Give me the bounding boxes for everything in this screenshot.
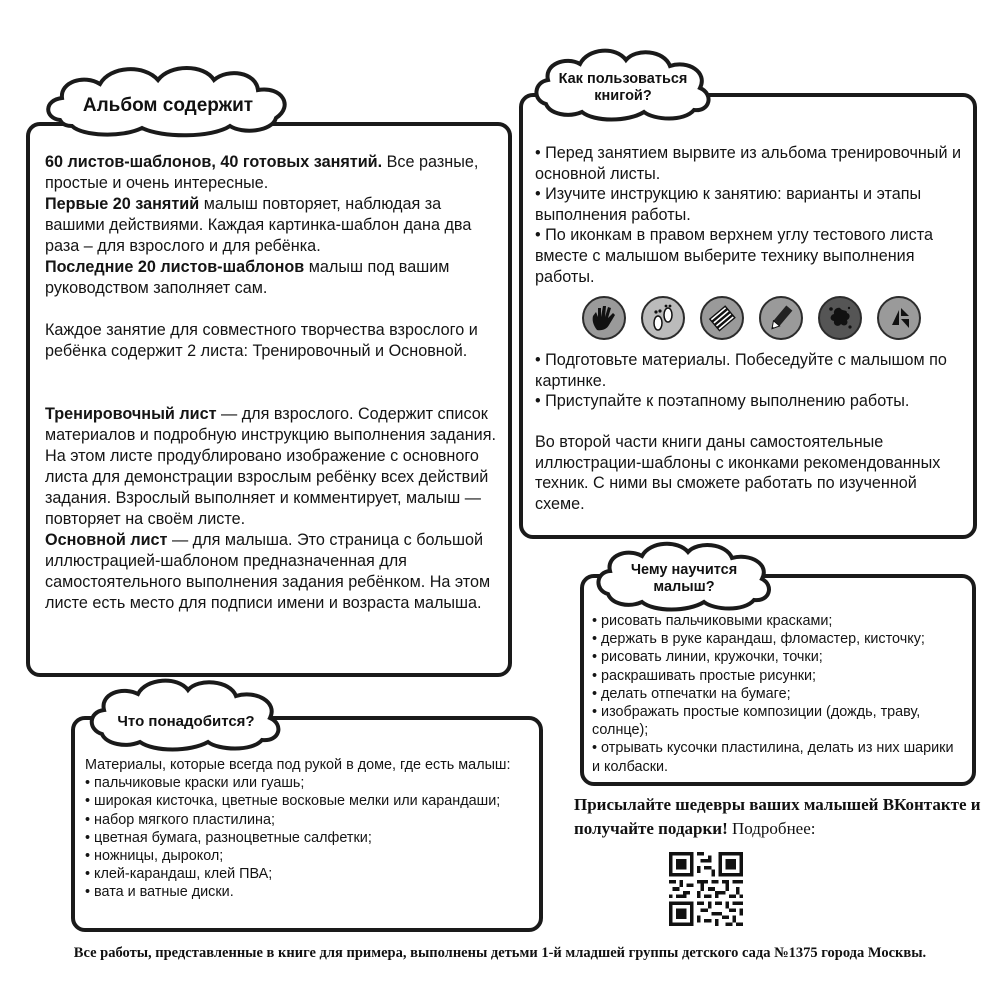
album-paragraph: Последние 20 листов-шаблонов малыш под вашим руководством заполняет сам. (45, 258, 450, 297)
how-heading: Как пользоваться книгой? (558, 71, 688, 104)
footprint-icon (641, 296, 685, 340)
skill-item: • держать в руке карандаш, фломастер, кисточку; (592, 631, 925, 648)
skill-item: • раскрашивать простые рисунки; (592, 667, 817, 684)
material-item: • пальчиковые краски или гуашь; (85, 775, 305, 792)
album-heading-cloud (42, 62, 294, 138)
how-outro: Во второй части книги даны самостоятельные иллюстрации-шаблоны с иконками рекомендованных техник. С ними вы сможете работать по изученной схеме. (535, 432, 941, 513)
album-paragraph: Каждое занятие для совместного творчества взрослого и ребёнка содержит 2 листа: Тренировочный и Основной. (45, 321, 478, 360)
technique-icons (582, 296, 963, 340)
pencil-icon (759, 296, 803, 340)
hand-icon (582, 296, 626, 340)
footer-note: Все работы, представленные в книге для примера, выполнены детьми 1-й младшей группы детского сада №1375 города Москвы. (73, 945, 927, 961)
skill-item: • отрывать кусочки пластилина, делать из них шарики и колбаски. (592, 740, 954, 775)
album-paragraph: 60 листов-шаблонов, 40 готовых занятий. Все разные, простые и очень интересные. (45, 153, 479, 192)
how-item: • Изучите инструкцию к занятию: варианты и этапы выполнения работы. (535, 185, 922, 224)
skill-item: • делать отпечатки на бумаге; (592, 685, 791, 702)
promo-text: Присылайте шедевры ваших малышей ВКонтакте и получайте подарки! Подробнее: (574, 795, 981, 838)
album-paragraph: Первые 20 занятий малыш повторяет, наблюдая за вашими действиями. Каждая картинка-шаблон дана два раза – для взрослого и для ребёнка. (45, 195, 472, 255)
skill-item: • рисовать линии, кружочки, точки; (592, 649, 823, 666)
materials-heading-cloud (86, 676, 286, 752)
album-contents-box (26, 122, 512, 677)
album-heading: Альбом содержит (82, 95, 254, 117)
skill-item: • изображать простые композиции (дождь, траву, солнце); (592, 704, 921, 739)
material-item: • вата и ватные диски. (85, 884, 234, 901)
skills-heading: Чему научится малыш? (630, 562, 738, 595)
skill-item: • рисовать пальчиковыми красками; (592, 613, 833, 629)
materials-heading: Что понадобится? (117, 713, 255, 731)
how-item: • По иконкам в правом верхнем углу тестового листа вместе с малышом выберите технику выполнения работы. (535, 226, 933, 286)
crayons-icon (700, 296, 744, 340)
material-item: • клей-карандаш, клей ПВА; (85, 866, 273, 883)
how-item: • Приступайте к поэтапному выполнению работы. (535, 392, 910, 411)
material-item: • ножницы, дырокол; (85, 848, 224, 865)
album-paragraph: Тренировочный лист — для взрослого. Содержит список материалов и подробную инструкцию выполнения задания. На этом листе продублировано изображение с основного листа для демонстрации взрослым ребёнку всех действий задания. Взрослый выполняет и комментирует, малыш — повторяет на своём листе. (45, 405, 496, 528)
material-item: • широкая кисточка, цветные восковые мелки или карандаши; (85, 793, 501, 810)
how-item: • Перед занятием вырвите из альбома тренировочный и основной листы. (535, 144, 962, 183)
material-item: • цветная бумага, разноцветные салфетки; (85, 829, 372, 846)
skills-heading-cloud (594, 540, 774, 612)
how-to-use-box (519, 93, 977, 539)
material-item: • набор мягкого пластилина; (85, 811, 275, 828)
materials-intro: Материалы, которые всегда под рукой в доме, где есть малыш: (85, 757, 511, 773)
how-item: • Подготовьте материалы. Побеседуйте с малышом по картинке. (535, 351, 947, 390)
how-heading-cloud (532, 46, 714, 122)
shapes-icon (877, 296, 921, 340)
paint-splash-icon (818, 296, 862, 340)
album-paragraph: Основной лист — для малыша. Это страница с большой иллюстрацией-шаблоном предназначенная для самостоятельного выполнения задания ребёнком. На этом листе есть место для подписи имени и возраста малыша. (45, 531, 491, 612)
qr-code-icon[interactable] (669, 852, 743, 926)
